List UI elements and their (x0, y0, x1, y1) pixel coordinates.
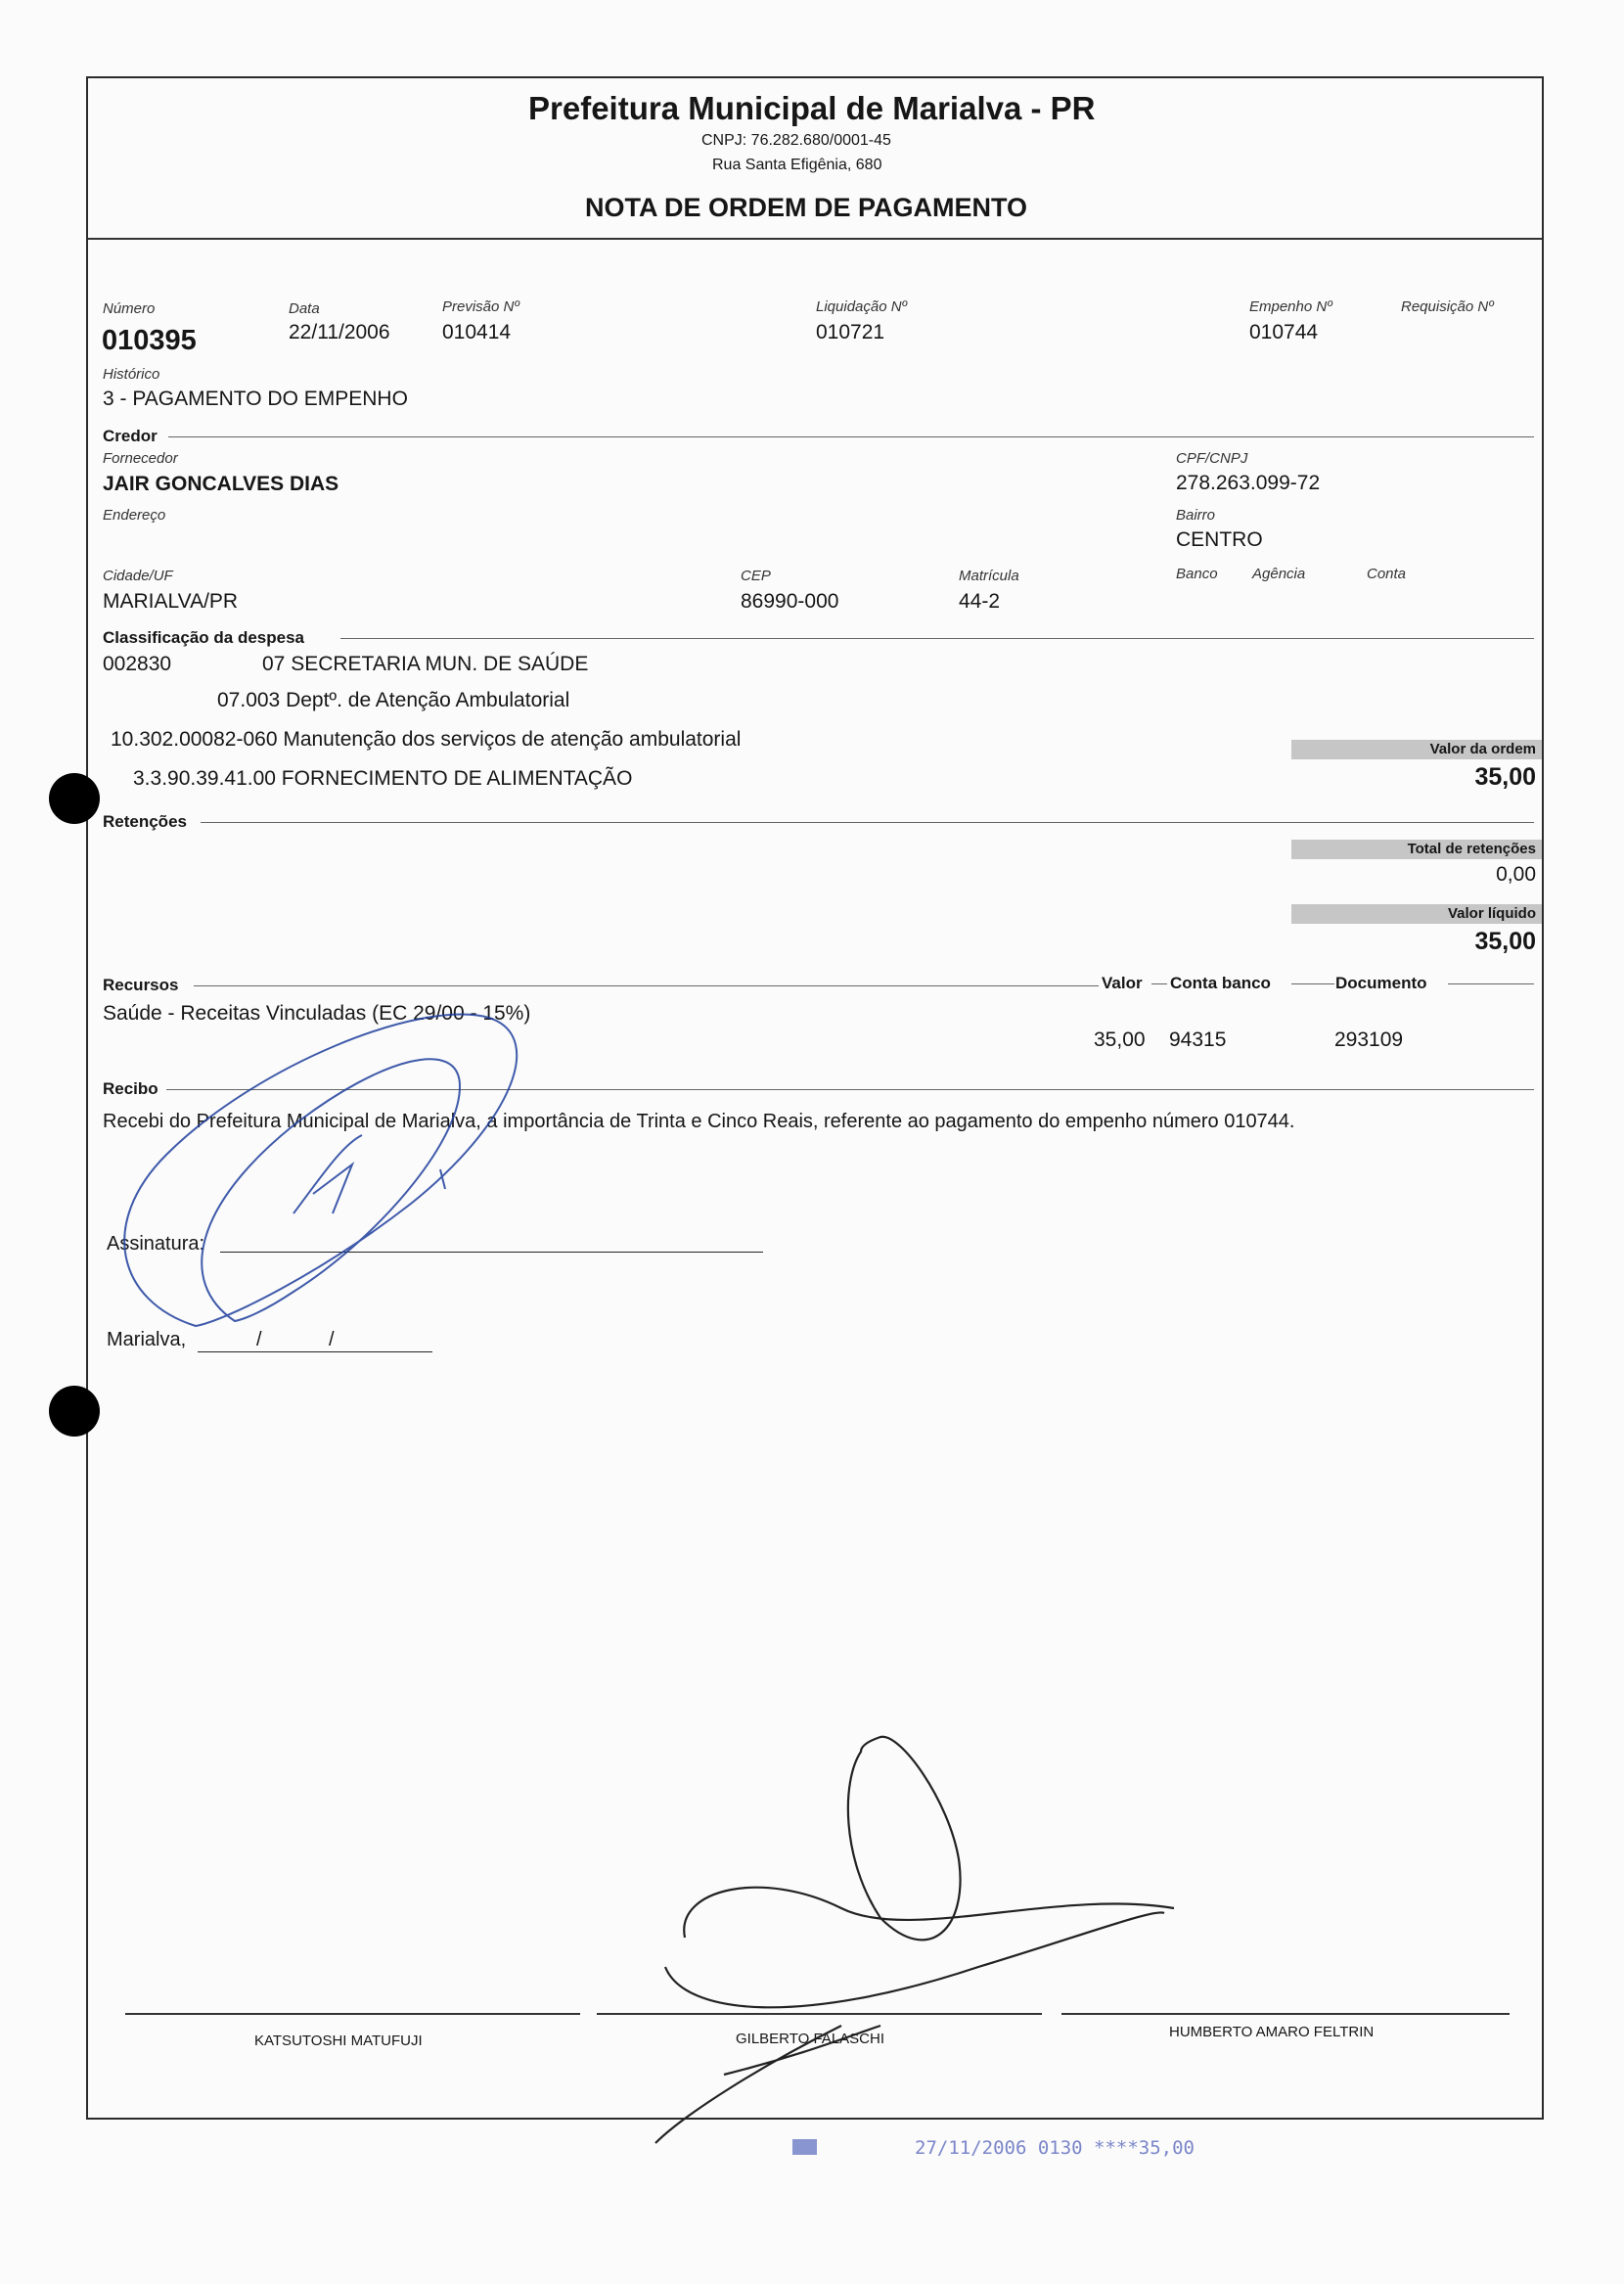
cpf-label: CPF/CNPJ (1176, 450, 1248, 467)
assinatura-label: Assinatura: (107, 1233, 205, 1255)
recursos-descricao: Saúde - Receitas Vinculadas (EC 29/00 - 15%) (103, 1002, 531, 1025)
fornecedor-label: Fornecedor (103, 450, 178, 467)
bairro-label: Bairro (1176, 507, 1216, 524)
recursos-documento-label: Documento (1335, 974, 1427, 992)
historico-label: Histórico (103, 366, 160, 383)
recursos-conta: 94315 (1169, 1028, 1227, 1051)
total-retencoes-label: Total de retenções (1407, 841, 1536, 857)
matricula-value: 44-2 (959, 590, 1001, 613)
cep-value: 86990-000 (741, 590, 839, 613)
address-text: Rua Santa Efigênia, 680 (712, 157, 882, 173)
liquidacao-label: Liquidação Nº (816, 298, 908, 315)
signatory-1: KATSUTOSHI MATUFUJI (254, 2033, 423, 2049)
previsao-label: Previsão Nº (442, 298, 519, 315)
local-label: Marialva, (107, 1329, 187, 1350)
recursos-conta-label: Conta banco (1170, 974, 1271, 992)
valor-liquido-label: Valor líquido (1447, 905, 1536, 922)
cidade-label: Cidade/UF (103, 568, 173, 584)
data-value: 22/11/2006 (289, 321, 390, 343)
cnpj-text: CNPJ: 76.282.680/0001-45 (701, 132, 891, 149)
retencoes-section-label: Retenções (103, 812, 187, 831)
programa-value: 10.302.00082-060 Manutenção dos serviços de atenção ambulatorial (111, 728, 742, 751)
classificacao-code: 002830 (103, 653, 172, 675)
recibo-text: Recebi do Prefeitura Municipal de Marialva, a importância de Trinta e Cinco Reais, referente ao pagamento do empenho número 010744. (103, 1111, 1295, 1132)
credor-section-label: Credor (103, 427, 158, 445)
elemento-value: 3.3.90.39.41.00 FORNECIMENTO DE ALIMENTAÇÃO (133, 767, 633, 790)
cidade-value: MARIALVA/PR (103, 590, 239, 613)
liquidacao-value: 010721 (816, 321, 885, 343)
recursos-valor: 35,00 (1094, 1028, 1146, 1051)
cpf-value: 278.263.099-72 (1176, 472, 1321, 494)
matricula-label: Matrícula (959, 568, 1019, 584)
conta-label: Conta (1367, 566, 1407, 582)
recursos-documento: 293109 (1334, 1028, 1404, 1051)
agencia-label: Agência (1252, 566, 1306, 582)
cep-label: CEP (741, 568, 771, 584)
official-signature-icon (655, 1737, 1174, 2143)
valor-liquido-value: 35,00 (1474, 928, 1536, 955)
fornecedor-value: JAIR GONCALVES DIAS (103, 473, 339, 495)
numero-value: 010395 (102, 325, 197, 356)
date-separator-1: / (256, 1329, 262, 1350)
secretaria-value: 07 SECRETARIA MUN. DE SAÚDE (262, 653, 589, 675)
dept-value: 07.003 Deptº. de Atenção Ambulatorial (217, 689, 570, 711)
total-retencoes-value: 0,00 (1496, 863, 1536, 886)
data-label: Data (289, 300, 320, 317)
classificacao-section-label: Classificação da despesa (103, 628, 305, 647)
endereco-label: Endereço (103, 507, 166, 524)
date-separator-2: / (329, 1329, 335, 1350)
previsao-value: 010414 (442, 321, 512, 343)
valor-ordem-label: Valor da ordem (1429, 741, 1536, 757)
bairro-value: CENTRO (1176, 528, 1263, 551)
historico-value: 3 - PAGAMENTO DO EMPENHO (103, 388, 408, 410)
recibo-section-label: Recibo (103, 1079, 158, 1098)
receipt-signature-icon (124, 1015, 517, 1326)
empenho-label: Empenho Nº (1249, 298, 1332, 315)
requisicao-label: Requisição Nº (1401, 298, 1494, 315)
bank-stamp: 27/11/2006 0130 ****35,00 (915, 2137, 1195, 2159)
recursos-section-label: Recursos (103, 976, 179, 994)
banco-label: Banco (1176, 566, 1218, 582)
signatory-3: HUMBERTO AMARO FELTRIN (1169, 2024, 1375, 2040)
recursos-valor-label: Valor (1102, 974, 1143, 992)
signatory-2: GILBERTO FALASCHI (736, 2031, 884, 2047)
page-title: Prefeitura Municipal de Marialva - PR (528, 90, 1096, 126)
numero-label: Número (103, 300, 156, 317)
document-title: NOTA DE ORDEM DE PAGAMENTO (585, 193, 1028, 222)
empenho-value: 010744 (1249, 321, 1319, 343)
valor-ordem-value: 35,00 (1474, 763, 1536, 791)
